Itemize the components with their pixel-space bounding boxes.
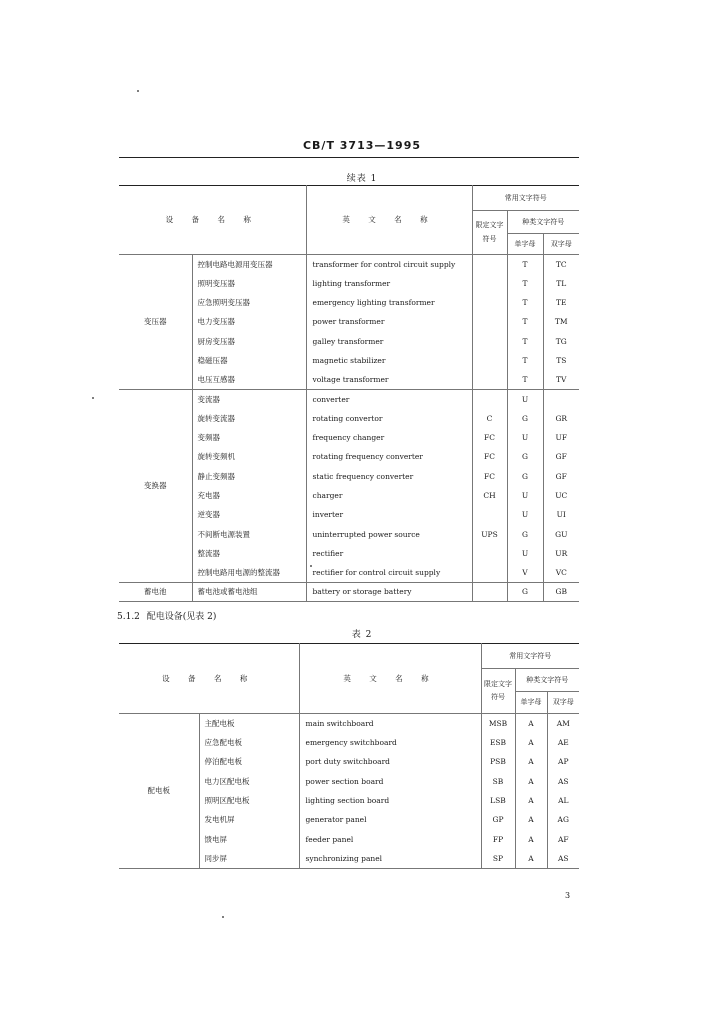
english-name-cell: rotating frequency converter xyxy=(306,447,472,466)
qualifier-symbol-cell: MSB xyxy=(481,714,515,733)
english-name-cell: transformer for control circuit supply xyxy=(306,255,472,274)
table-row xyxy=(119,714,579,733)
single-letter-cell: U xyxy=(507,428,543,447)
english-name-cell: frequency changer xyxy=(306,428,472,447)
double-letter-cell: GF xyxy=(543,467,579,486)
double-letter-cell: TS xyxy=(543,351,579,370)
single-letter-cell: G xyxy=(507,409,543,428)
device-name-cell: 主配电板 xyxy=(199,714,299,733)
single-letter-cell: U xyxy=(507,486,543,505)
table1-caption: 续表 1 xyxy=(346,174,378,184)
english-name-cell: charger xyxy=(306,486,472,505)
double-letter-cell: GB xyxy=(543,583,579,602)
single-letter-cell: G xyxy=(507,447,543,466)
header-qualifier-symbol: 限定文字符号 xyxy=(472,211,507,255)
scan-speck xyxy=(310,565,312,567)
single-letter-cell: A xyxy=(515,752,547,771)
page-number: 3 xyxy=(565,891,571,900)
single-letter-cell: T xyxy=(507,370,543,389)
header-qualifier-symbol: 限定文字符号 xyxy=(481,669,515,714)
device-name-cell: 充电器 xyxy=(192,486,306,505)
double-letter-cell: UI xyxy=(543,505,579,524)
english-name-cell: power section board xyxy=(299,772,481,791)
english-name-cell: battery or storage battery xyxy=(306,583,472,602)
device-name-cell: 蓄电池或蓄电池组 xyxy=(192,583,306,602)
header-single-letter: 单字母 xyxy=(515,692,547,714)
single-letter-cell: V xyxy=(507,563,543,582)
table2 xyxy=(119,643,579,869)
qualifier-symbol-cell: FP xyxy=(481,830,515,849)
single-letter-cell: A xyxy=(515,791,547,810)
device-name-cell: 变频器 xyxy=(192,428,306,447)
header-common-symbol: 常用文字符号 xyxy=(481,644,579,669)
english-name-cell: rotating convertor xyxy=(306,409,472,428)
qualifier-symbol-cell xyxy=(472,332,507,351)
qualifier-symbol-cell: PSB xyxy=(481,752,515,771)
double-letter-cell: AF xyxy=(547,830,579,849)
single-letter-cell: A xyxy=(515,733,547,752)
device-name-cell: 旋转变流器 xyxy=(192,409,306,428)
device-name-cell: 应急照明变压器 xyxy=(192,293,306,312)
device-name-cell: 静止变频器 xyxy=(192,467,306,486)
qualifier-symbol-cell: GP xyxy=(481,810,515,829)
single-letter-cell: A xyxy=(515,714,547,733)
scan-speck xyxy=(92,397,94,399)
single-letter-cell: G xyxy=(507,583,543,602)
english-name-cell: emergency lighting transformer xyxy=(306,293,472,312)
qualifier-symbol-cell xyxy=(472,370,507,389)
double-letter-cell: GU xyxy=(543,525,579,544)
device-name-cell: 馈电屏 xyxy=(199,830,299,849)
qualifier-symbol-cell: ESB xyxy=(481,733,515,752)
device-name-cell: 逆变器 xyxy=(192,505,306,524)
double-letter-cell: UR xyxy=(543,544,579,563)
single-letter-cell: T xyxy=(507,255,543,274)
double-letter-cell: GF xyxy=(543,447,579,466)
single-letter-cell: A xyxy=(515,810,547,829)
qualifier-symbol-cell xyxy=(472,274,507,293)
table-row xyxy=(119,583,579,602)
qualifier-symbol-cell: FC xyxy=(472,428,507,447)
double-letter-cell: AS xyxy=(547,849,579,868)
scan-speck xyxy=(137,90,139,92)
device-name-cell: 发电机屏 xyxy=(199,810,299,829)
header-common-symbol: 常用文字符号 xyxy=(472,186,579,211)
device-name-cell: 照明变压器 xyxy=(192,274,306,293)
table-row xyxy=(119,390,579,409)
double-letter-cell: AS xyxy=(547,772,579,791)
qualifier-symbol-cell xyxy=(472,293,507,312)
english-name-cell: generator panel xyxy=(299,810,481,829)
group-name-cell: 蓄电池 xyxy=(119,583,192,602)
english-name-cell: galley transformer xyxy=(306,332,472,351)
section-heading xyxy=(117,609,216,622)
group-name-cell: 变换器 xyxy=(119,390,192,583)
qualifier-symbol-cell: SP xyxy=(481,849,515,868)
device-name-cell: 厨房变压器 xyxy=(192,332,306,351)
double-letter-cell: TG xyxy=(543,332,579,351)
table1 xyxy=(119,185,579,602)
qualifier-symbol-cell xyxy=(472,390,507,409)
qualifier-symbol-cell xyxy=(472,505,507,524)
header-single-letter: 单字母 xyxy=(507,234,543,255)
single-letter-cell: G xyxy=(507,467,543,486)
english-name-cell: lighting section board xyxy=(299,791,481,810)
device-name-cell: 稳磁压器 xyxy=(192,351,306,370)
device-name-cell: 控制电路用电源的整流器 xyxy=(192,563,306,582)
qualifier-symbol-cell xyxy=(472,544,507,563)
double-letter-cell: GR xyxy=(543,409,579,428)
single-letter-cell: T xyxy=(507,351,543,370)
english-name-cell: rectifier xyxy=(306,544,472,563)
qualifier-symbol-cell xyxy=(472,583,507,602)
single-letter-cell: T xyxy=(507,293,543,312)
double-letter-cell: AG xyxy=(547,810,579,829)
header-kind-symbol: 种类文字符号 xyxy=(507,211,579,234)
qualifier-symbol-cell: CH xyxy=(472,486,507,505)
english-name-cell: lighting transformer xyxy=(306,274,472,293)
english-name-cell: uninterrupted power source xyxy=(306,525,472,544)
qualifier-symbol-cell xyxy=(472,312,507,331)
table2-caption: 表 2 xyxy=(351,630,373,640)
scan-speck xyxy=(222,916,224,918)
device-name-cell: 整流器 xyxy=(192,544,306,563)
english-name-cell: voltage transformer xyxy=(306,370,472,389)
double-letter-cell: TE xyxy=(543,293,579,312)
english-name-cell: main switchboard xyxy=(299,714,481,733)
single-letter-cell: A xyxy=(515,849,547,868)
header-double-letter: 双字母 xyxy=(543,234,579,255)
english-name-cell: feeder panel xyxy=(299,830,481,849)
double-letter-cell: TL xyxy=(543,274,579,293)
header-english-name: 英 文 名 称 xyxy=(299,644,481,714)
device-name-cell: 电压互感器 xyxy=(192,370,306,389)
double-letter-cell: AM xyxy=(547,714,579,733)
qualifier-symbol-cell: LSB xyxy=(481,791,515,810)
double-letter-cell: TC xyxy=(543,255,579,274)
english-name-cell: power transformer xyxy=(306,312,472,331)
double-letter-cell: TM xyxy=(543,312,579,331)
standard-code: CB/T 3713—1995 xyxy=(302,139,422,152)
qualifier-symbol-cell: SB xyxy=(481,772,515,791)
header-double-letter: 双字母 xyxy=(547,692,579,714)
device-name-cell: 旋转变频机 xyxy=(192,447,306,466)
group-name-cell: 配电板 xyxy=(119,714,199,869)
single-letter-cell: T xyxy=(507,312,543,331)
header-device-name: 设 备 名 称 xyxy=(119,186,306,255)
device-name-cell: 电力区配电板 xyxy=(199,772,299,791)
double-letter-cell: UC xyxy=(543,486,579,505)
table-row xyxy=(119,255,579,274)
header-english-name: 英 文 名 称 xyxy=(306,186,472,255)
header-rule xyxy=(119,157,579,158)
device-name-cell: 同步屏 xyxy=(199,849,299,868)
qualifier-symbol-cell xyxy=(472,351,507,370)
device-name-cell: 控制电路电源用变压器 xyxy=(192,255,306,274)
double-letter-cell: VC xyxy=(543,563,579,582)
device-name-cell: 应急配电板 xyxy=(199,733,299,752)
single-letter-cell: A xyxy=(515,830,547,849)
double-letter-cell: AL xyxy=(547,791,579,810)
single-letter-cell: U xyxy=(507,544,543,563)
english-name-cell: emergency switchboard xyxy=(299,733,481,752)
double-letter-cell: AE xyxy=(547,733,579,752)
header-kind-symbol: 种类文字符号 xyxy=(515,669,579,692)
device-name-cell: 电力变压器 xyxy=(192,312,306,331)
single-letter-cell: A xyxy=(515,772,547,791)
double-letter-cell xyxy=(543,390,579,409)
english-name-cell: port duty switchboard xyxy=(299,752,481,771)
qualifier-symbol-cell: UPS xyxy=(472,525,507,544)
qualifier-symbol-cell: C xyxy=(472,409,507,428)
single-letter-cell: U xyxy=(507,390,543,409)
single-letter-cell: T xyxy=(507,332,543,351)
english-name-cell: converter xyxy=(306,390,472,409)
device-name-cell: 变流器 xyxy=(192,390,306,409)
english-name-cell: synchronizing panel xyxy=(299,849,481,868)
qualifier-symbol-cell xyxy=(472,563,507,582)
english-name-cell: static frequency converter xyxy=(306,467,472,486)
single-letter-cell: U xyxy=(507,505,543,524)
double-letter-cell: AP xyxy=(547,752,579,771)
single-letter-cell: G xyxy=(507,525,543,544)
qualifier-symbol-cell: FC xyxy=(472,447,507,466)
double-letter-cell: TV xyxy=(543,370,579,389)
english-name-cell: inverter xyxy=(306,505,472,524)
section-number: 5.1.2 xyxy=(117,612,140,622)
section-title: 配电设备(见表 2) xyxy=(146,612,217,622)
group-name-cell: 变压器 xyxy=(119,255,192,390)
double-letter-cell: UF xyxy=(543,428,579,447)
qualifier-symbol-cell: FC xyxy=(472,467,507,486)
device-name-cell: 不间断电源装置 xyxy=(192,525,306,544)
english-name-cell: magnetic stabilizer xyxy=(306,351,472,370)
single-letter-cell: T xyxy=(507,274,543,293)
header-device-name: 设 备 名 称 xyxy=(119,644,299,714)
device-name-cell: 照明区配电板 xyxy=(199,791,299,810)
device-name-cell: 停泊配电板 xyxy=(199,752,299,771)
english-name-cell: rectifier for control circuit supply xyxy=(306,563,472,582)
qualifier-symbol-cell xyxy=(472,255,507,274)
